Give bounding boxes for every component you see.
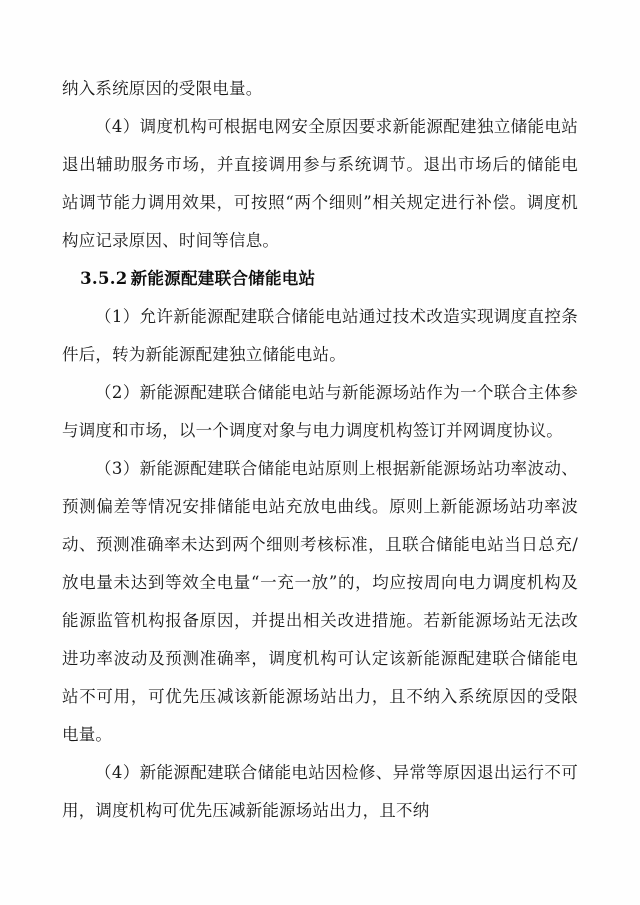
paragraph-item-4-second: （4）新能源配建联合储能电站因检修、异常等原因退出运行不可用，调度机构可优先压减新能源场站出力，且不纳 — [62, 763, 578, 820]
paragraph-item-4: （4）调度机构可根据电网安全原因要求新能源配建独立储能电站退出辅助服务市场，并直接调用参与系统调节。退出市场后的储能电站调节能力调用效果，可按照“两个细则”相关规定进行补偿。调度机构应记录原因、时间等信息。 — [62, 117, 578, 250]
section-heading-3-5-2 — [62, 260, 578, 298]
section-title: 新能源配建联合储能电站 — [130, 269, 316, 288]
paragraph-item-2: （2）新能源配建联合储能电站与新能源场站作为一个联合主体参与调度和市场，以一个调度对象与电力调度机构签订并网调度协议。 — [62, 383, 578, 440]
paragraph-item-1: （1）允许新能源配建联合储能电站通过技术改造实现调度直控条件后，转为新能源配建独立储能电站。 — [62, 307, 578, 364]
section-number: 3.5.2 — [80, 269, 128, 288]
paragraph-continuation: 纳入系统原因的受限电量。 — [62, 79, 263, 98]
document-body — [62, 70, 578, 830]
paragraph-item-3: （3）新能源配建联合储能电站原则上根据新能源场站功率波动、预测偏差等情况安排储能电站充放电曲线。原则上新能源场站功率波动、预测准确率未达到两个细则考核标准，且联合储能电站当日总充/放电量未达到等效全电量“一充一放”的，均应按周向电力调度机构及能源监管机构报备原因，并提出相关改进措施。若新能源场站无法改进功率波动及预测准确率，调度机构可认定该新能源配建联合储能电站不可用，可优先压减该新能源场站出力，且不纳入系统原因的受限电量。 — [62, 459, 578, 744]
